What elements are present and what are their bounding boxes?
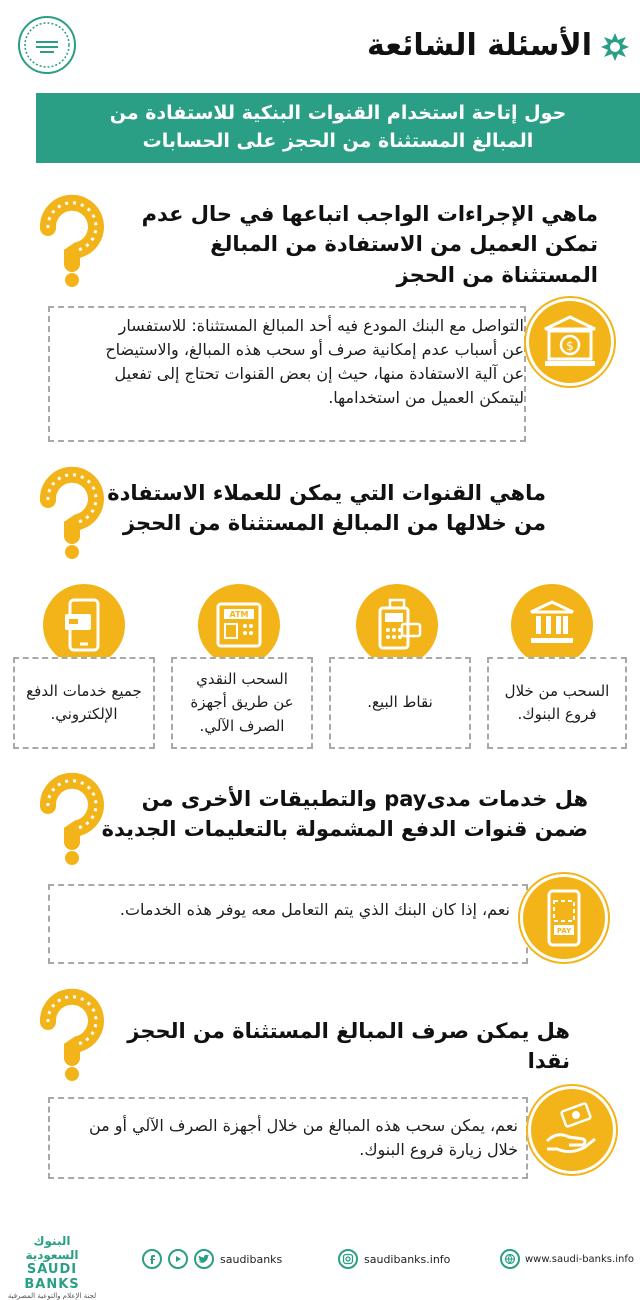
answer-3-icon-circle: [520, 874, 608, 962]
channel-3-icon-circle: [198, 584, 280, 666]
atm-icon: [198, 584, 280, 666]
channel-4-label: جميع خدمات الدفع الإلكتروني.: [26, 681, 142, 723]
question-3: هل خدمات مدىpay والتطبيقات الأخرى من ضمن قنوات الدفع المشمولة بالتعليمات الجديدة: [101, 787, 588, 842]
topic-banner: [36, 93, 640, 163]
twitter-icon[interactable]: [194, 1249, 214, 1269]
brand-tagline: لجنة الإعلام والتوعية المصرفية: [7, 1292, 97, 1300]
page-title: الأسئلة الشائعة: [367, 28, 592, 63]
seal-emblem-icon: [22, 20, 72, 70]
answer-4-icon-circle: [528, 1086, 616, 1174]
channel-1-icon-circle: [511, 584, 593, 666]
info-group: [338, 1249, 450, 1269]
question-mark-icon: [20, 188, 120, 288]
question-4: هل يمكن صرف المبالغ المستثناة من الحجز نقدا: [127, 1019, 570, 1074]
banner-line-1: حول إتاحة استخدام القنوات البنكية للاستفادة من: [109, 102, 567, 125]
youtube-icon[interactable]: [168, 1249, 188, 1269]
question-2: ماهي القنوات التي يمكن للعملاء الاستفادة من خلالها من المبالغ المستثناة من الحجز: [107, 481, 546, 536]
footer-brand: [6, 1234, 98, 1300]
brand-en: SAUDI BANKS: [24, 1262, 80, 1292]
instagram-icon[interactable]: [338, 1249, 358, 1269]
channel-2-icon-circle: [356, 584, 438, 666]
facebook-icon[interactable]: [142, 1249, 162, 1269]
cash-hand-icon: [531, 1089, 613, 1171]
channel-2-label: نقاط البيع.: [367, 693, 433, 712]
mobile-payment-icon: [43, 584, 125, 666]
answer-3-text: نعم، إذا كان البنك الذي يتم التعامل معه يوفر هذه الخدمات.: [119, 900, 510, 919]
channel-1-label: السحب من خلال فروع البنوك.: [504, 681, 610, 723]
question-1: ماهي الإجراءات الواجب اتباعها في حال عدم تمكن العميل من الاستفادة من المبالغ المستثناة من الحجز: [141, 202, 598, 287]
answer-4-text: نعم، يمكن سحب هذه المبالغ من خلال أجهزة الصرف الآلي أو من خلال زيارة فروع البنوك.: [88, 1116, 518, 1159]
bank-dollar-icon: [529, 301, 611, 383]
social-handle[interactable]: saudibanks: [220, 1252, 283, 1266]
sun-badge-icon: [600, 32, 630, 62]
bank-branch-icon: [511, 584, 593, 666]
banner-line-2: المبالغ المستثناة من الحجز على الحسابات: [142, 130, 534, 152]
social-group: [142, 1249, 282, 1269]
pos-terminal-icon: [356, 584, 438, 666]
globe-icon[interactable]: [500, 1249, 520, 1269]
brand-ar: البنوك السعودية: [25, 1234, 79, 1262]
channel-card-4: [13, 657, 155, 749]
channel-card-3: [171, 657, 313, 749]
svg-text:ATM: ATM: [229, 610, 249, 619]
pay-phone-icon: [523, 877, 605, 959]
channel-card-1: [487, 657, 627, 749]
website-link[interactable]: www.saudi-banks.info: [525, 1253, 634, 1265]
channel-card-2: [329, 657, 471, 749]
info-handle[interactable]: saudibanks.info: [364, 1252, 451, 1266]
answer-3-box: [48, 884, 528, 964]
website-group: [500, 1249, 634, 1269]
seal-logo: [18, 16, 76, 74]
channel-4-icon-circle: [43, 584, 125, 666]
svg-text:PAY: PAY: [556, 927, 572, 935]
answer-1-icon-circle: [526, 298, 614, 386]
answer-1-text: التواصل مع البنك المودع فيه أحد المبالغ المستثناة: للاستفسار عن أسباب عدم إمكانية صرف أو سحب هذه المبالغ، والاستيضاح عن آلية الاستفادة منها، حيث إن بعض القنوات تحتاج إلى تفعيل ليتمكن العميل من استخدامها.: [105, 316, 524, 407]
channel-3-label: السحب النقدي عن طريق أجهزة الصرف الآلي.: [190, 670, 294, 735]
svg-text:$: $: [566, 339, 574, 353]
